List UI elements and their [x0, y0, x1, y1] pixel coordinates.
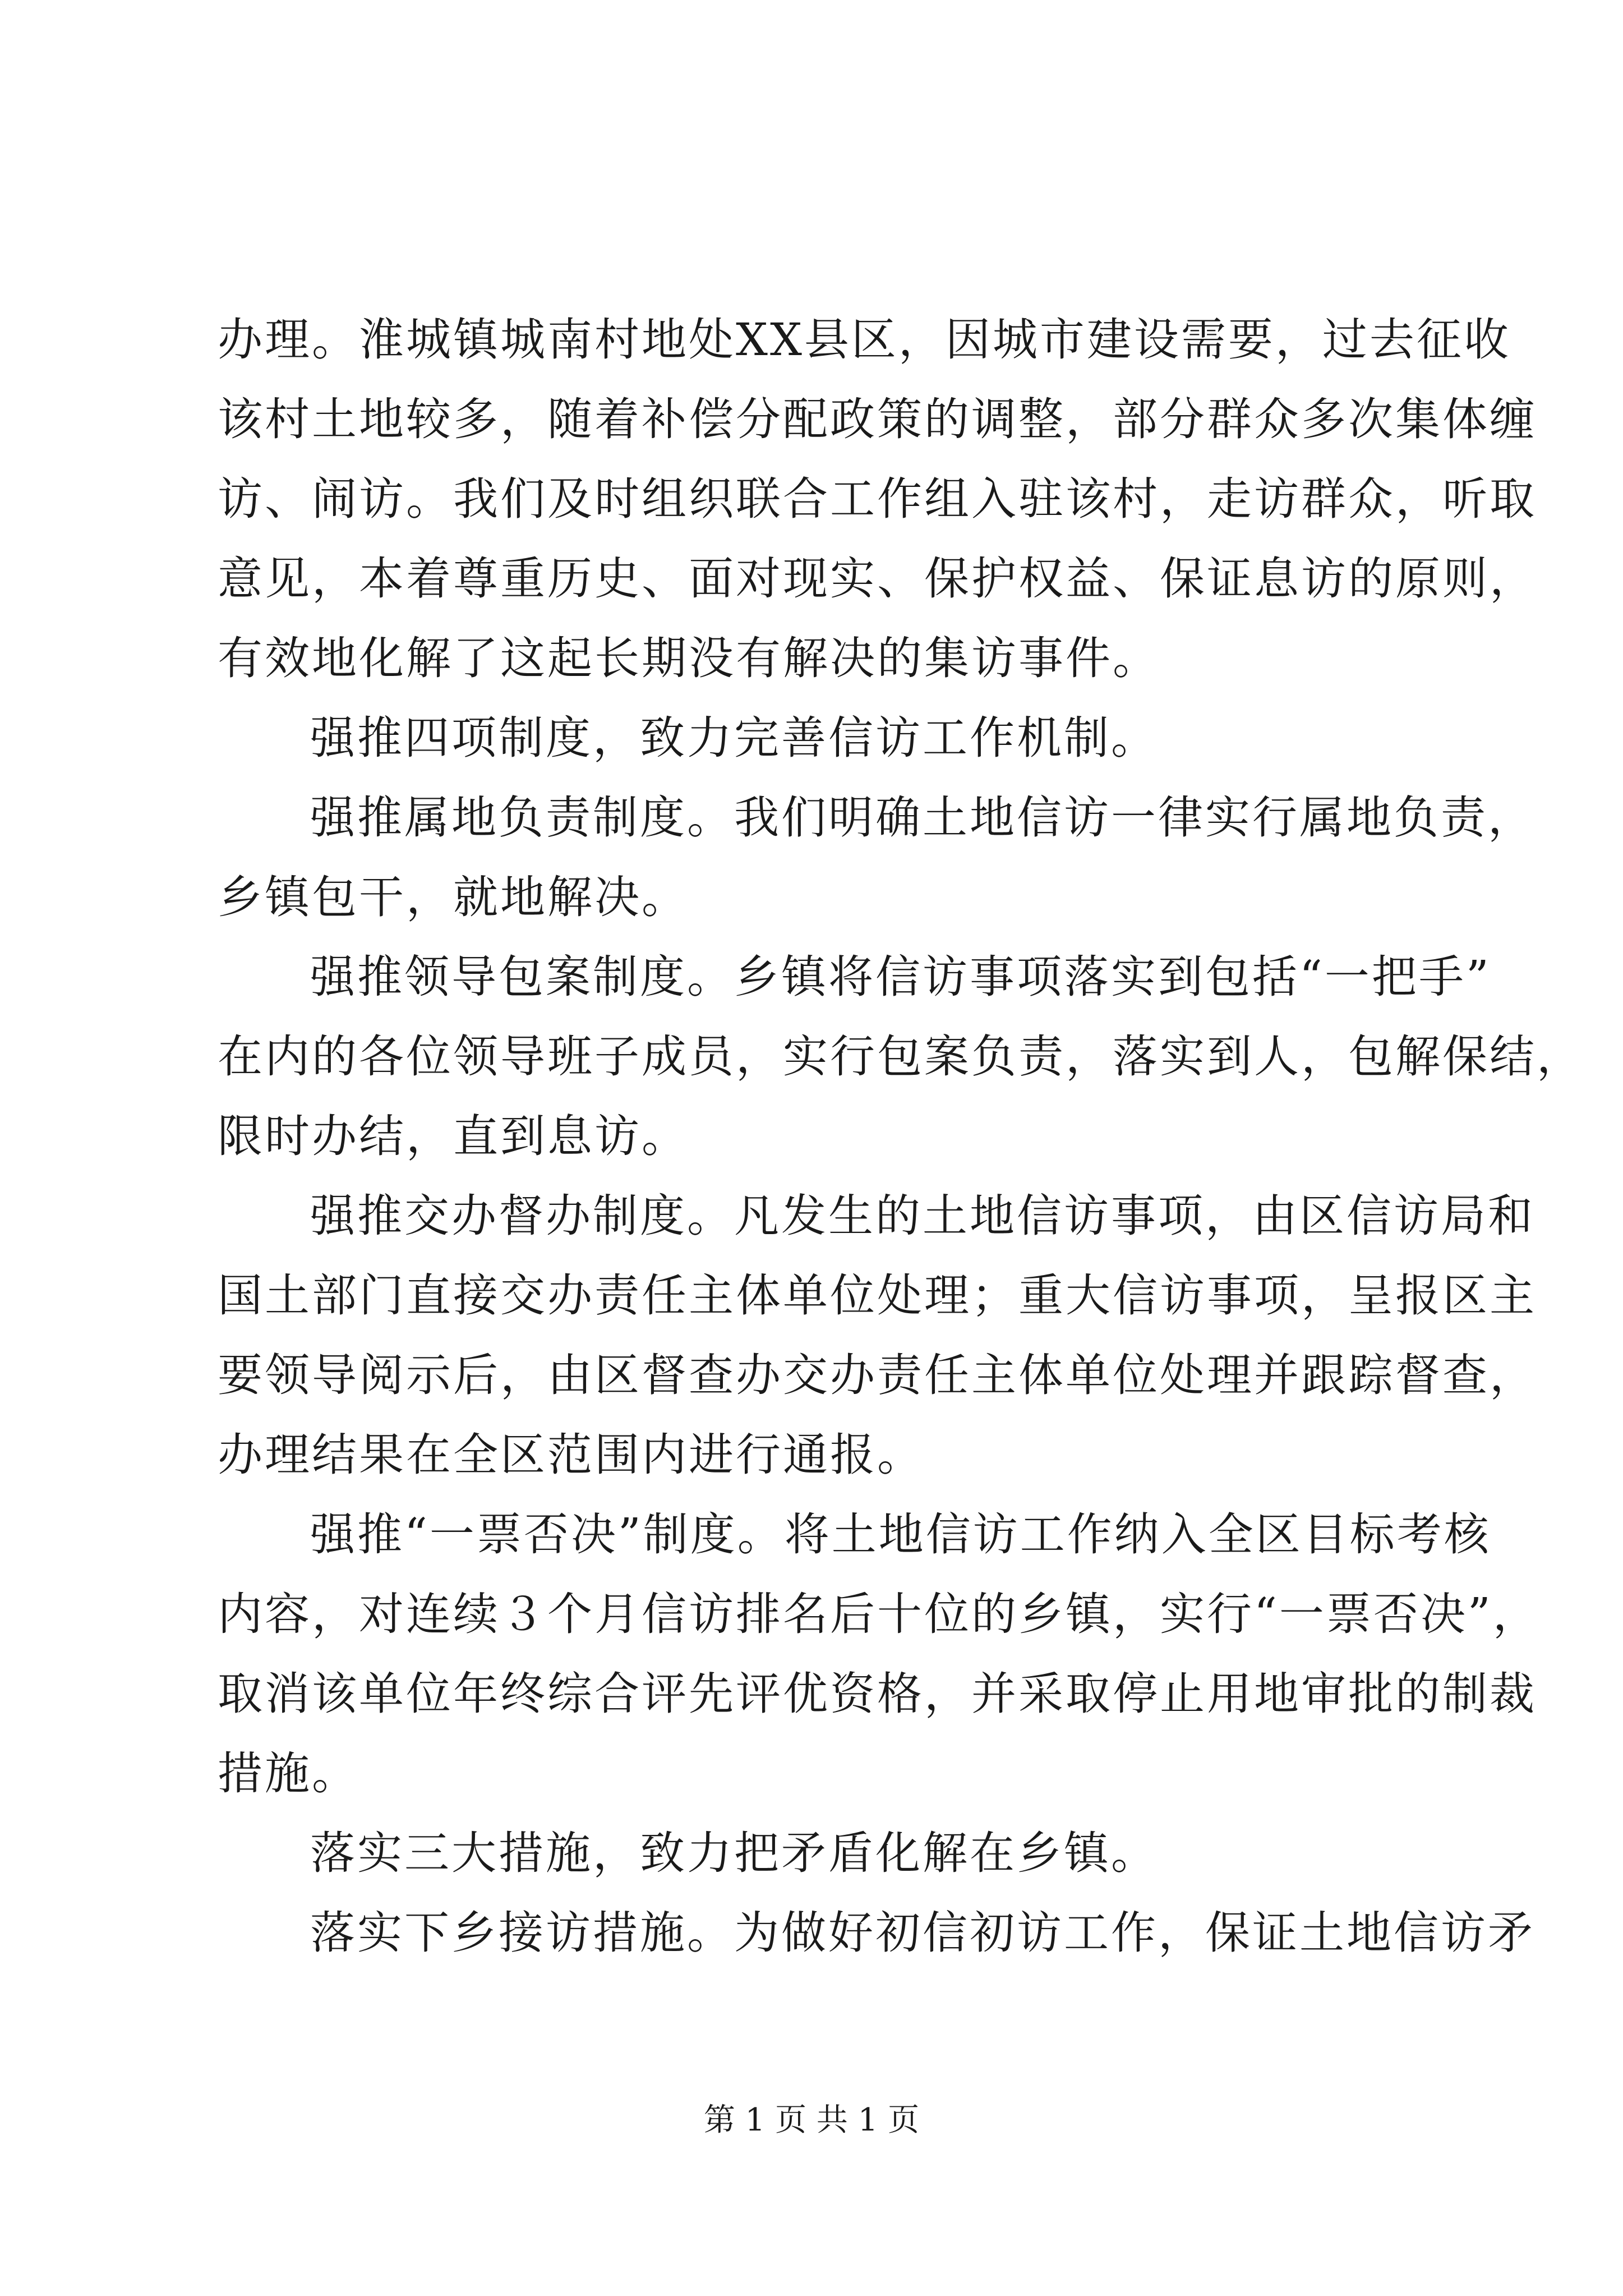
body-line: 内容，对连续３个月信访排名后十位的乡镇，实行“一票否决”， [218, 1588, 1540, 1640]
paragraph-start-line: 强推领导包案制度。乡镇将信访事项落实到包括“一把手” [310, 951, 1491, 1003]
body-line: 该村土地较多，随着补偿分配政策的调整，部分群众多次集体缠 [218, 393, 1537, 445]
body-line: 限时办结，直到息访。 [218, 1110, 689, 1162]
body-line: 办理。淮城镇城南村地处XX县区，因城市建设需要，过去征收 [218, 314, 1511, 366]
body-line: 国土部门直接交办责任主体单位处理；重大信访事项，呈报区主 [218, 1269, 1537, 1322]
page-footer [0, 2098, 1623, 2143]
body-line: 访、闹访。我们及时组织联合工作组入驻该村，走访群众，听取 [218, 473, 1537, 525]
body-line: 乡镇包干，就地解决。 [218, 871, 689, 923]
paragraph-start-line: 落实下乡接访措施。为做好初信初访工作，保证土地信访矛 [310, 1907, 1535, 1959]
paragraph-start-line: 强推交办督办制度。凡发生的土地信访事项，由区信访局和 [310, 1190, 1535, 1242]
body-line: 办理结果在全区范围内进行通报。 [218, 1429, 924, 1481]
body-line: 有效地化解了这起长期没有解决的集访事件。 [218, 632, 1160, 684]
paragraph-start-line: 强推属地负责制度。我们明确土地信访一律实行属地负责， [310, 792, 1535, 844]
body-line: 措施。 [218, 1747, 359, 1800]
section-heading: 落实三大措施，致力把矛盾化解在乡镇。 [310, 1827, 1158, 1879]
body-line: 取消该单位年终综合评先评优资格，并采取停止用地审批的制裁 [218, 1668, 1537, 1720]
section-heading: 强推四项制度，致力完善信访工作机制。 [310, 712, 1158, 764]
body-line: 意见，本着尊重历史、面对现实、保护权益、保证息访的原则， [218, 553, 1537, 605]
document-body [218, 300, 1584, 1973]
paragraph-start-line: 强推“一票否决”制度。将土地信访工作纳入全区目标考核 [310, 1508, 1491, 1561]
body-line: 在内的各位领导班子成员，实行包案负责，落实到人，包解保结， [218, 1030, 1584, 1083]
page-number-label: 第 1 页 共 1 页 [703, 2102, 920, 2138]
body-line: 要领导阅示后，由区督查办交办责任主体单位处理并跟踪督查， [218, 1349, 1537, 1401]
